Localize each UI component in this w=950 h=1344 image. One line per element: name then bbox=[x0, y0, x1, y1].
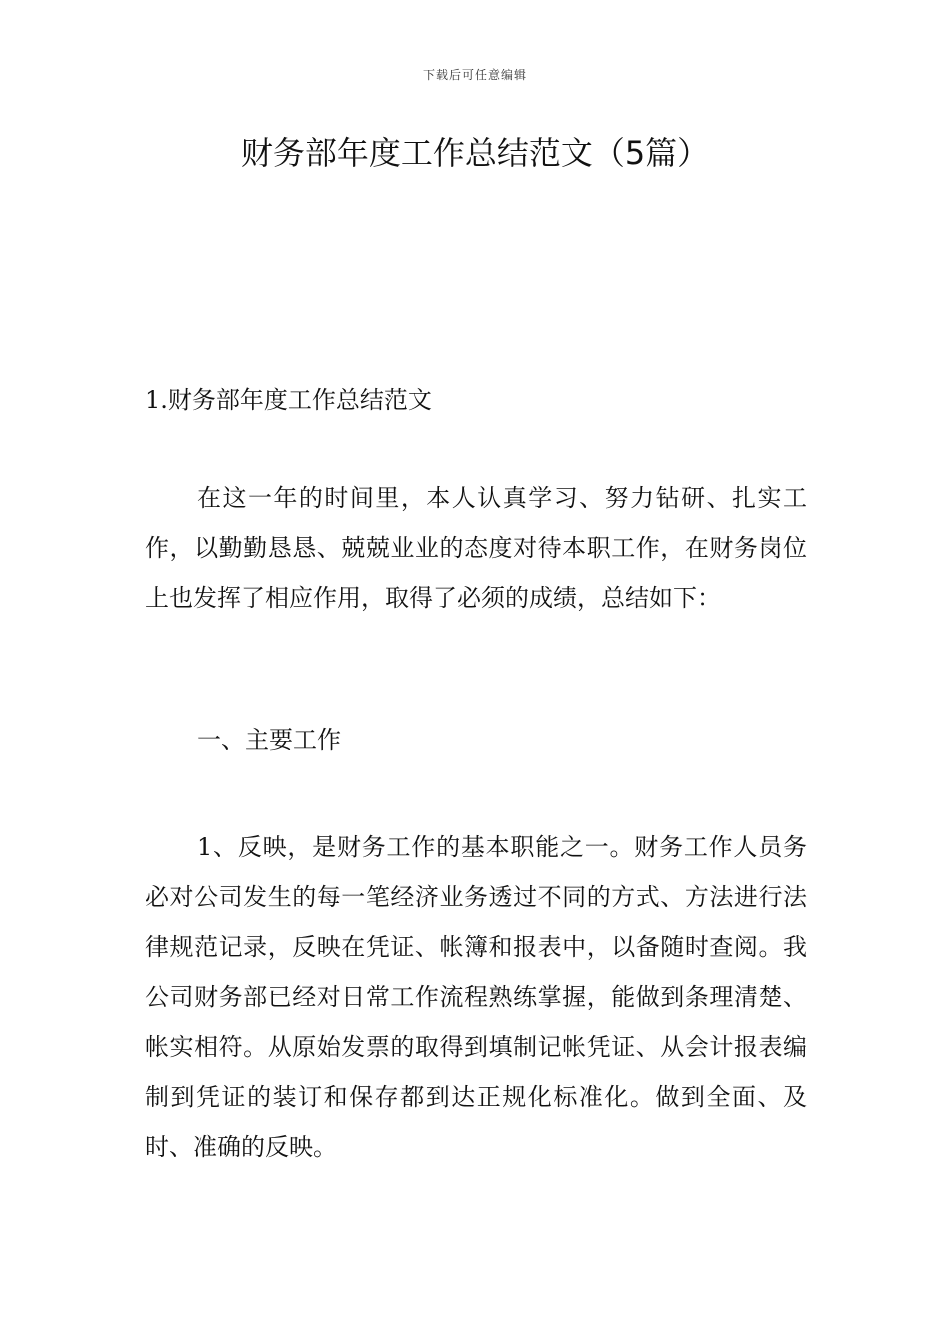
section-heading: 1.财务部年度工作总结范文 bbox=[145, 386, 432, 414]
body-paragraph-1: 1、反映，是财务工作的基本职能之一。财务工作人员务必对公司发生的每一笔经济业务透过不同的方式、方法进行法律规范记录，反映在凭证、帐簿和报表中，以备随时查阅。我公司财务部已经对日常工作流程熟练掌握，能做到条理清楚、帐实相符。从原始发票的取得到填制记帐凭证、从会计报表编制到凭证的装订和保存都到达正规化标准化。做到全面、及时、准确的反映。 bbox=[145, 833, 807, 1161]
sub-heading-main-work: 一、主要工作 bbox=[197, 726, 341, 754]
intro-paragraph: 在这一年的时间里，本人认真学习、努力钻研、扎实工作，以勤勤恳恳、兢兢业业的态度对待本职工作，在财务岗位上也发挥了相应作用，取得了必须的成绩，总结如下： bbox=[145, 484, 807, 612]
header-note: 下载后可任意编辑 bbox=[422, 68, 527, 82]
document-title: 财务部年度工作总结范文（5篇） bbox=[240, 134, 710, 172]
